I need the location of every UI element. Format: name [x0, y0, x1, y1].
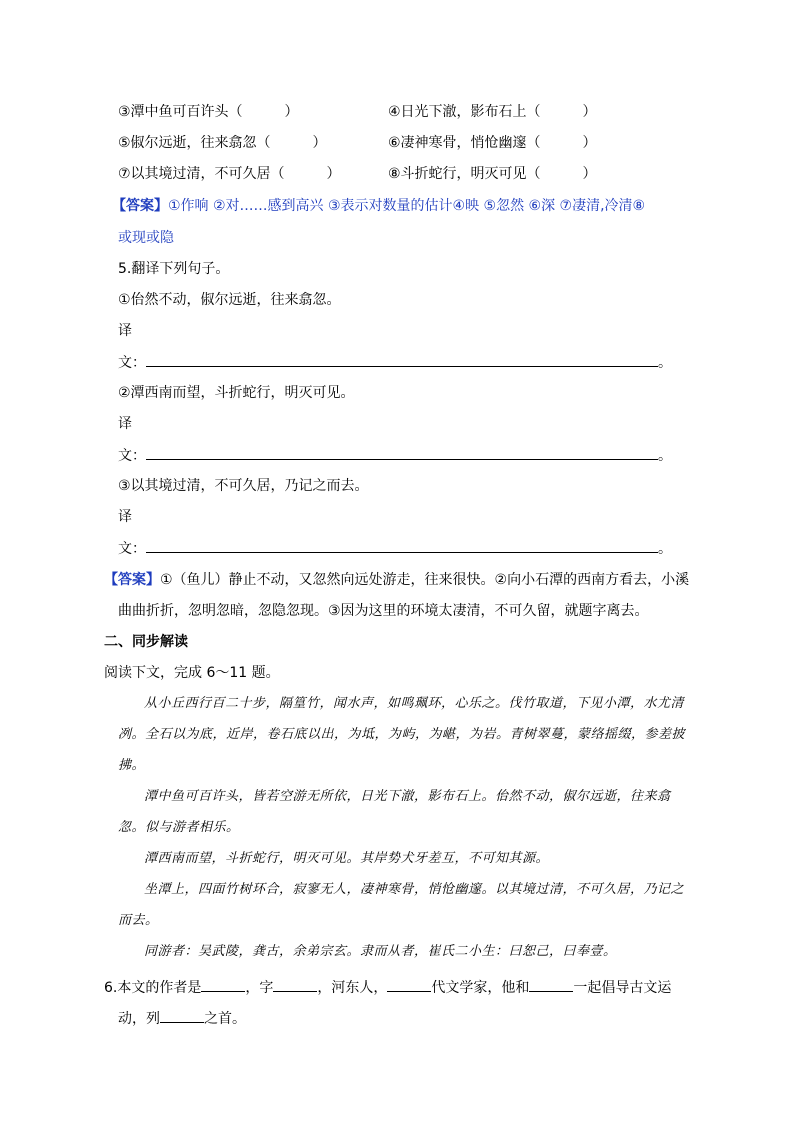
- answer-tag: 【答案】: [112, 198, 168, 214]
- passage-paragraph: 同游者：吴武陵，龚古，余弟宗玄。隶而从者，崔氏二小生：曰恕己，曰奉壹。: [144, 944, 617, 959]
- answer-tag: 【答案】: [104, 572, 160, 588]
- q6-text: 代文学家，他和: [431, 980, 530, 996]
- translation-end: 。: [658, 355, 672, 371]
- answer-blank[interactable]: [201, 977, 245, 992]
- translation-end: 。: [658, 448, 672, 464]
- translation-prefix: 文：: [118, 448, 146, 464]
- translation-label: 译: [118, 416, 132, 432]
- translation-line: [118, 538, 672, 559]
- translation-end: 。: [658, 541, 672, 557]
- translation-label: 译: [118, 509, 132, 525]
- question-title: 5.翻译下列句子。: [118, 261, 230, 277]
- passage-paragraph: 从小丘西行百二十步，隔篁竹，闻水声，如鸣珮环，心乐之。伐竹取道，下见小潭，水尤清冽。全石以为底，近岸，卷石底以出，为坻，为屿，为嵁，为岩。青树翠蔓，蒙络摇缀，参差披拂。: [118, 696, 686, 773]
- answer-blank[interactable]: [529, 977, 573, 992]
- q6-text: ，河东人，: [317, 980, 388, 996]
- passage-paragraph: 潭西南而望，斗折蛇行，明灭可见。其岸势犬牙差互，不可知其源。: [144, 851, 550, 866]
- pair-right: ⑧斗折蛇行，明灭可见（ ）: [388, 166, 597, 182]
- question-6-line-2: [118, 1008, 246, 1029]
- translation-prefix: 文：: [118, 541, 146, 557]
- pair-right: ④日光下澈，影布石上（ ）: [388, 104, 597, 120]
- sentence-2: ②潭西南而望，斗折蛇行，明灭可见。: [118, 385, 355, 401]
- section-heading: 二、同步解读: [104, 634, 188, 650]
- pair-left: ③潭中鱼可百许头（ ）: [118, 104, 299, 120]
- reading-intro: 阅读下文，完成 6～11 题。: [104, 665, 280, 681]
- q6-text: ，字: [245, 980, 274, 996]
- translation-line: [118, 352, 672, 373]
- translation-prefix: 文：: [118, 355, 146, 371]
- q6-text: 一起倡导古文运: [573, 980, 672, 996]
- q6-text: 之首。: [204, 1011, 246, 1027]
- answer-blank[interactable]: [146, 352, 658, 367]
- answer-line-2: 曲曲折折，忽明忽暗，忽隐忽现。③因为这里的环境太凄清，不可久留，就题字离去。: [118, 603, 649, 619]
- pair-right: ⑥凄神寒骨，悄怆幽邃（ ）: [388, 135, 597, 151]
- answer-text: ①作响 ②对……感到高兴 ③表示对数量的估计④映 ⑤忽然 ⑥深 ⑦凄清,冷清⑧: [168, 198, 646, 214]
- answer-blank[interactable]: [387, 977, 431, 992]
- sentence-3: ③以其境过清，不可久居，乃记之而去。: [118, 478, 369, 494]
- question-6: [104, 977, 671, 998]
- q6-text: 动，列: [118, 1011, 160, 1027]
- answer-blank[interactable]: [160, 1008, 204, 1023]
- pair-left: ⑦以其境过清，不可久居（ ）: [118, 166, 341, 182]
- passage-paragraph: 坐潭上，四面竹树环合，寂寥无人，凄神寒骨，悄怆幽邃。以其境过清，不可久居，乃记之而去。: [118, 882, 685, 928]
- answer-text: ①（鱼儿）静止不动，又忽然向远处游走，往来很快。②向小石潭的西南方看去，小溪: [160, 572, 690, 588]
- pair-left: ⑤俶尔远逝，往来翕忽（ ）: [118, 135, 327, 151]
- answer-blank[interactable]: [146, 538, 658, 553]
- sentence-1: ①佁然不动，俶尔远逝，往来翕忽。: [118, 292, 341, 308]
- answer-blank[interactable]: [273, 977, 317, 992]
- answer-line: [112, 196, 645, 216]
- q6-text: 6.本文的作者是: [104, 980, 202, 996]
- translation-line: [118, 445, 672, 466]
- translation-label: 译: [118, 323, 132, 339]
- passage-paragraph: 潭中鱼可百许头，皆若空游无所依，日光下澈，影布石上。佁然不动，俶尔远逝，往来翕忽。似与游者相乐。: [118, 789, 671, 835]
- answer-line: [104, 570, 689, 590]
- answer-blank[interactable]: [146, 445, 658, 460]
- answer-line-2: 或现或隐: [118, 230, 174, 246]
